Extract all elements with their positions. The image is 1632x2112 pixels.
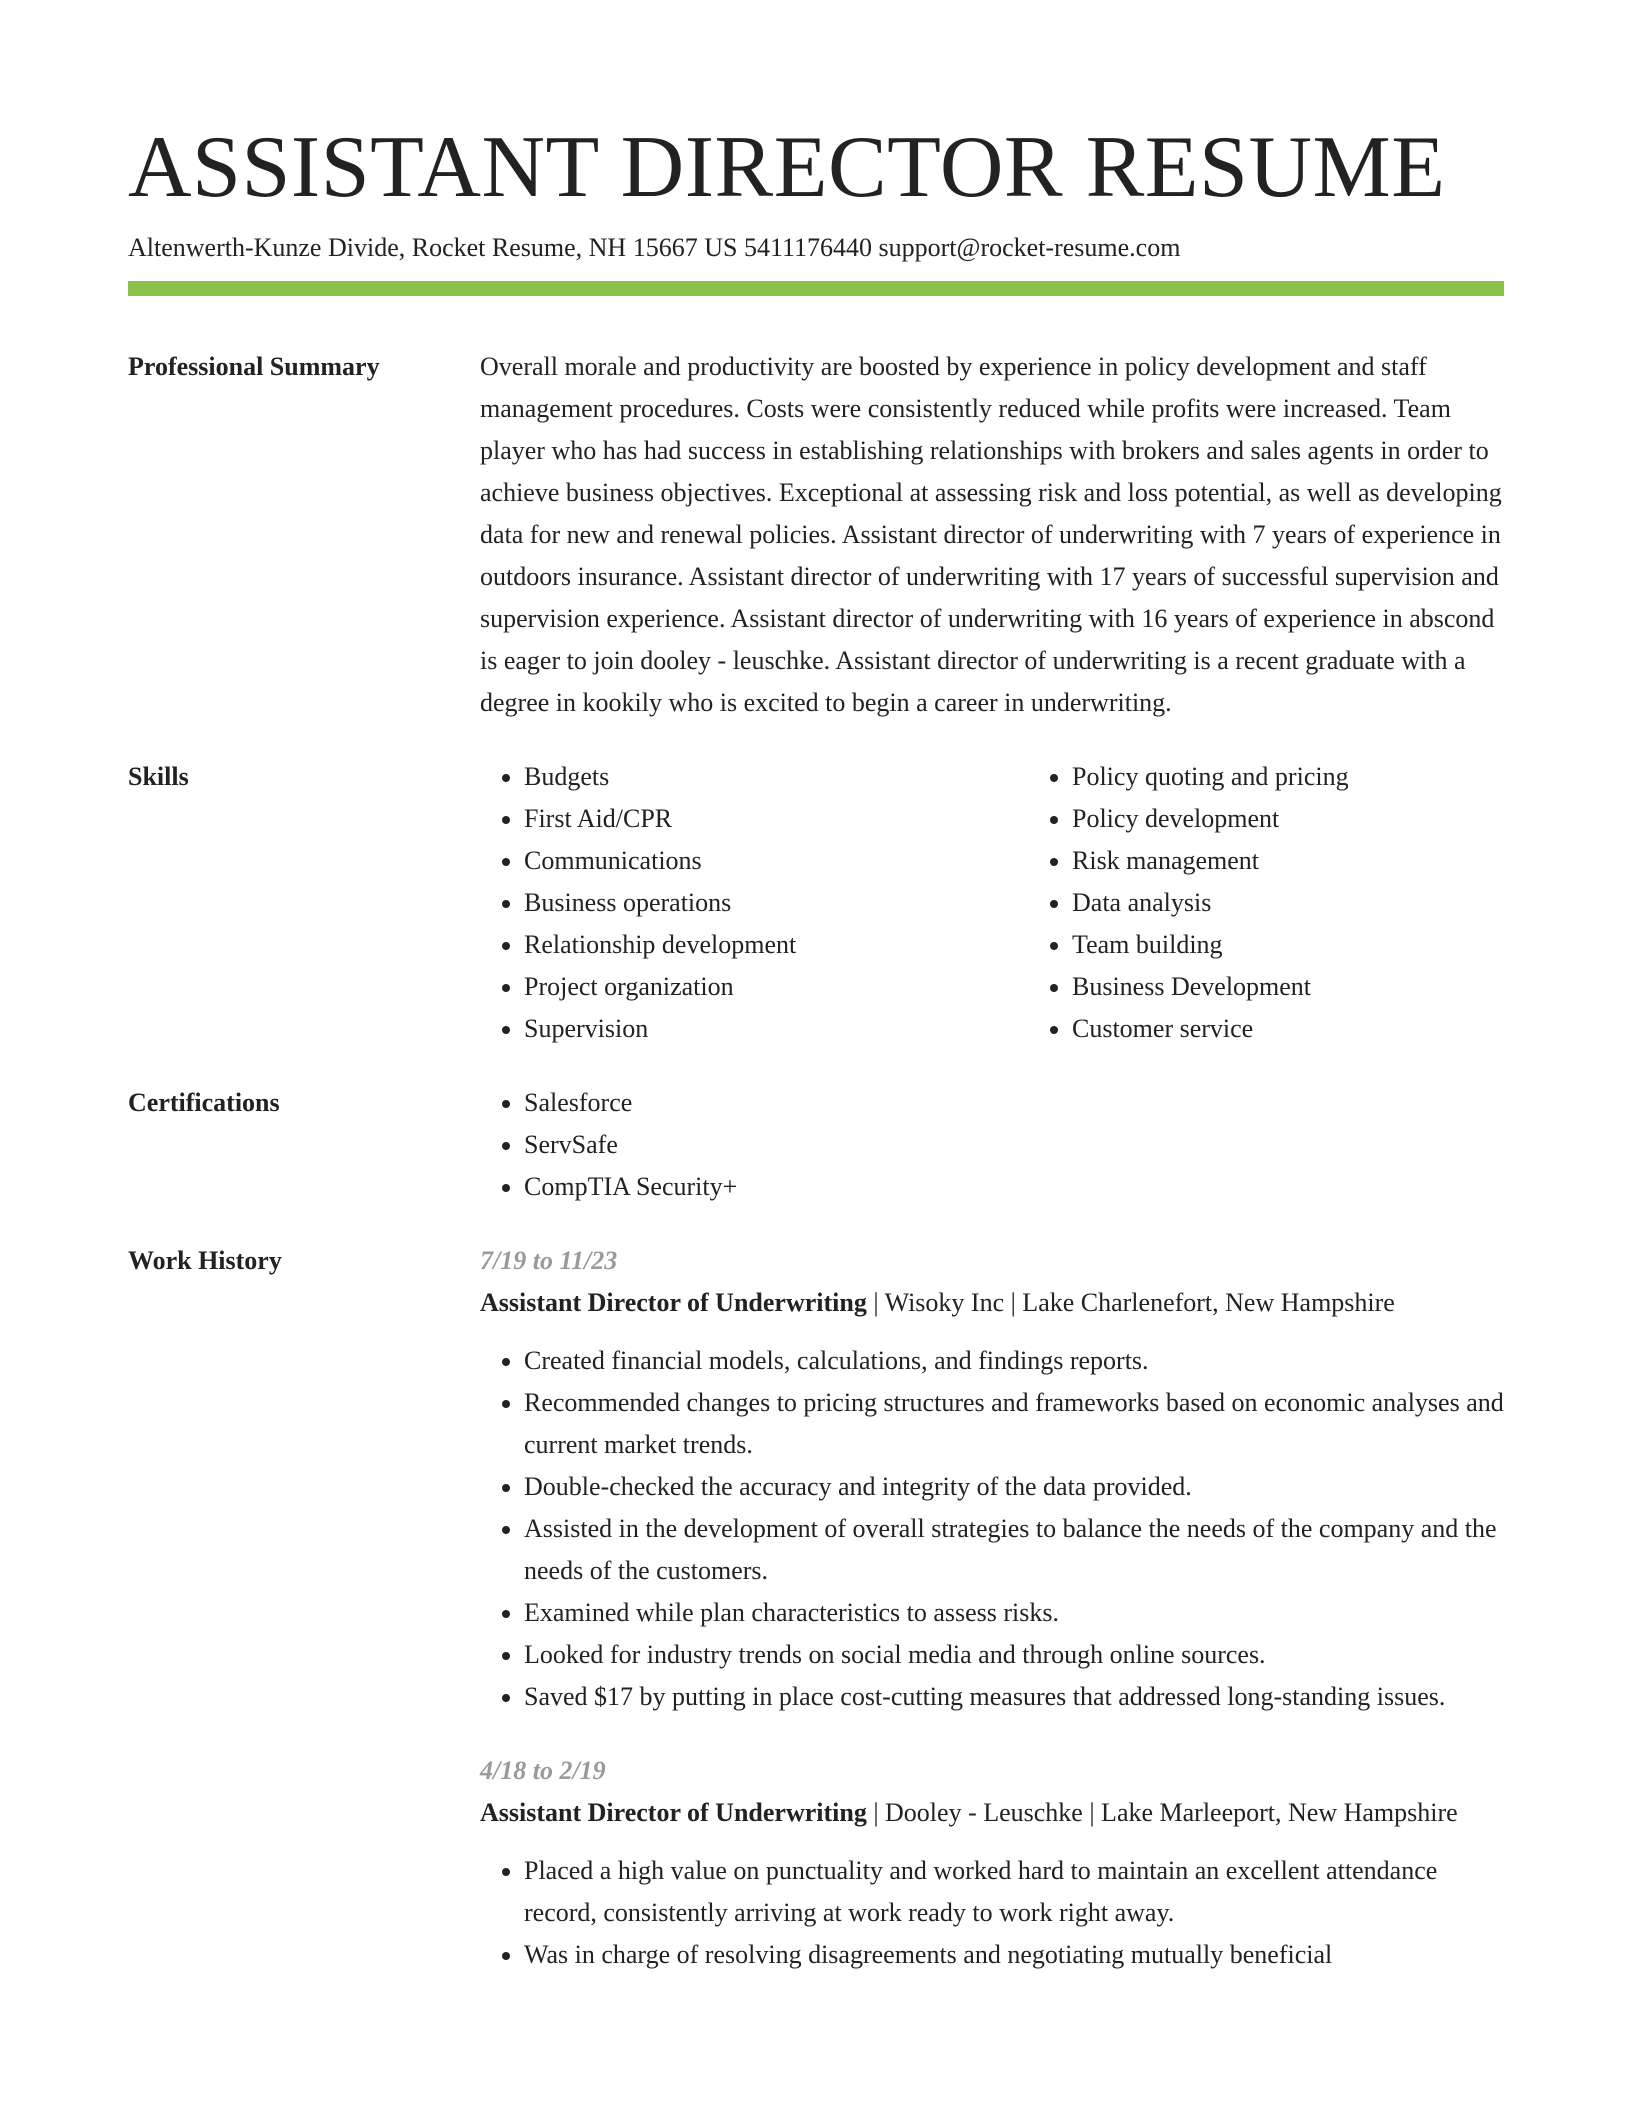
- section-label-work-history: Work History: [128, 1246, 282, 1275]
- section-label-summary: Professional Summary: [128, 352, 380, 381]
- job-bullet: • Looked for industry trends on social media and through online sources.: [524, 1634, 1504, 1676]
- skill-item: • First Aid/CPR: [524, 798, 1028, 840]
- skill-item: • Relationship development: [524, 924, 1028, 966]
- job-heading: [480, 1792, 1504, 1834]
- job-bullets: [480, 1340, 1504, 1718]
- job-bullet: • Double-checked the accuracy and integrity of the data provided.: [524, 1466, 1504, 1508]
- contact-line: Altenwerth-Kunze Divide, Rocket Resume, NH 15667 US 5411176440 support@rocket-resume.com: [128, 233, 1181, 262]
- skills-list-right: [1028, 756, 1576, 1050]
- job-bullet: • Examined while plan characteristics to assess risks.: [524, 1592, 1504, 1634]
- skill-item: • Budgets: [524, 756, 1028, 798]
- certifications-section: [128, 1082, 1504, 1208]
- job-bullet: • Recommended changes to pricing structures and frameworks based on economic analyses and current market trends.: [524, 1382, 1504, 1466]
- skills-section: [128, 756, 1504, 1050]
- certification-item: • ServSafe: [524, 1124, 1504, 1166]
- skill-item: • Customer service: [1072, 1008, 1576, 1050]
- job-bullets: [480, 1850, 1504, 1976]
- certification-item: • Salesforce: [524, 1082, 1504, 1124]
- job-dates: 4/18 to 2/19: [480, 1756, 606, 1785]
- job-bullet: • Was in charge of resolving disagreements and negotiating mutually beneficial: [524, 1934, 1504, 1976]
- job-company-location: | Dooley - Leuschke | Lake Marleeport, New Hampshire: [866, 1798, 1458, 1827]
- job-bullet: • Assisted in the development of overall strategies to balance the needs of the company and the needs of the customers.: [524, 1508, 1504, 1592]
- job-title: Assistant Director of Underwriting: [480, 1798, 867, 1827]
- skill-item: • Team building: [1072, 924, 1576, 966]
- skills-list-left: [480, 756, 1028, 1050]
- resume-page: [128, 118, 1504, 2008]
- professional-summary-section: [128, 346, 1504, 724]
- skill-item: • Project organization: [524, 966, 1028, 1008]
- job-bullet: • Saved $17 by putting in place cost-cutting measures that addressed long-standing issues.: [524, 1676, 1504, 1718]
- accent-divider: [128, 281, 1504, 296]
- work-history-body: [480, 1240, 1504, 2008]
- skill-item: • Supervision: [524, 1008, 1028, 1050]
- skill-item: • Policy development: [1072, 798, 1576, 840]
- resume-title: ASSISTANT DIRECTOR RESUME: [128, 119, 1446, 216]
- job-title: Assistant Director of Underwriting: [480, 1288, 867, 1317]
- certifications-body: [480, 1082, 1504, 1208]
- job-heading: [480, 1282, 1504, 1324]
- skill-item: • Data analysis: [1072, 882, 1576, 924]
- skill-item: • Communications: [524, 840, 1028, 882]
- certification-item: • CompTIA Security+: [524, 1166, 1504, 1208]
- section-label-certifications: Certifications: [128, 1088, 280, 1117]
- skills-columns: [480, 756, 1576, 1050]
- section-label-skills: Skills: [128, 762, 189, 791]
- certifications-list: [480, 1082, 1504, 1208]
- job-bullet: • Created financial models, calculations, and findings reports.: [524, 1340, 1504, 1382]
- skill-item: • Policy quoting and pricing: [1072, 756, 1576, 798]
- job-dates: 7/19 to 11/23: [480, 1246, 618, 1275]
- skill-item: • Risk management: [1072, 840, 1576, 882]
- job-entry: [480, 1240, 1504, 1718]
- skill-item: • Business operations: [524, 882, 1028, 924]
- work-history-section: [128, 1240, 1504, 2008]
- job-company-location: | Wisoky Inc | Lake Charlenefort, New Hampshire: [866, 1288, 1395, 1317]
- job-bullet: • Placed a high value on punctuality and worked hard to maintain an excellent attendance record, consistently arriving at work ready to work right away.: [524, 1850, 1504, 1934]
- summary-text: Overall morale and productivity are boosted by experience in policy development and staff management procedures. Costs were consistently reduced while profits were increased. Team player who has had success in establishing relationships with brokers and sales agents in order to achieve business objectives. Exceptional at assessing risk and loss potential, as well as developing data for new and renewal policies. Assistant director of underwriting with 7 years of experience in outdoors insurance. Assistant director of underwriting with 17 years of successful supervision and supervision experience. Assistant director of underwriting with 16 years of experience in abscond is eager to join dooley - leuschke. Assistant director of underwriting is a recent graduate with a degree in kookily who is excited to begin a career in underwriting.: [480, 352, 1502, 717]
- skill-item: • Business Development: [1072, 966, 1576, 1008]
- job-entry: [480, 1750, 1504, 1976]
